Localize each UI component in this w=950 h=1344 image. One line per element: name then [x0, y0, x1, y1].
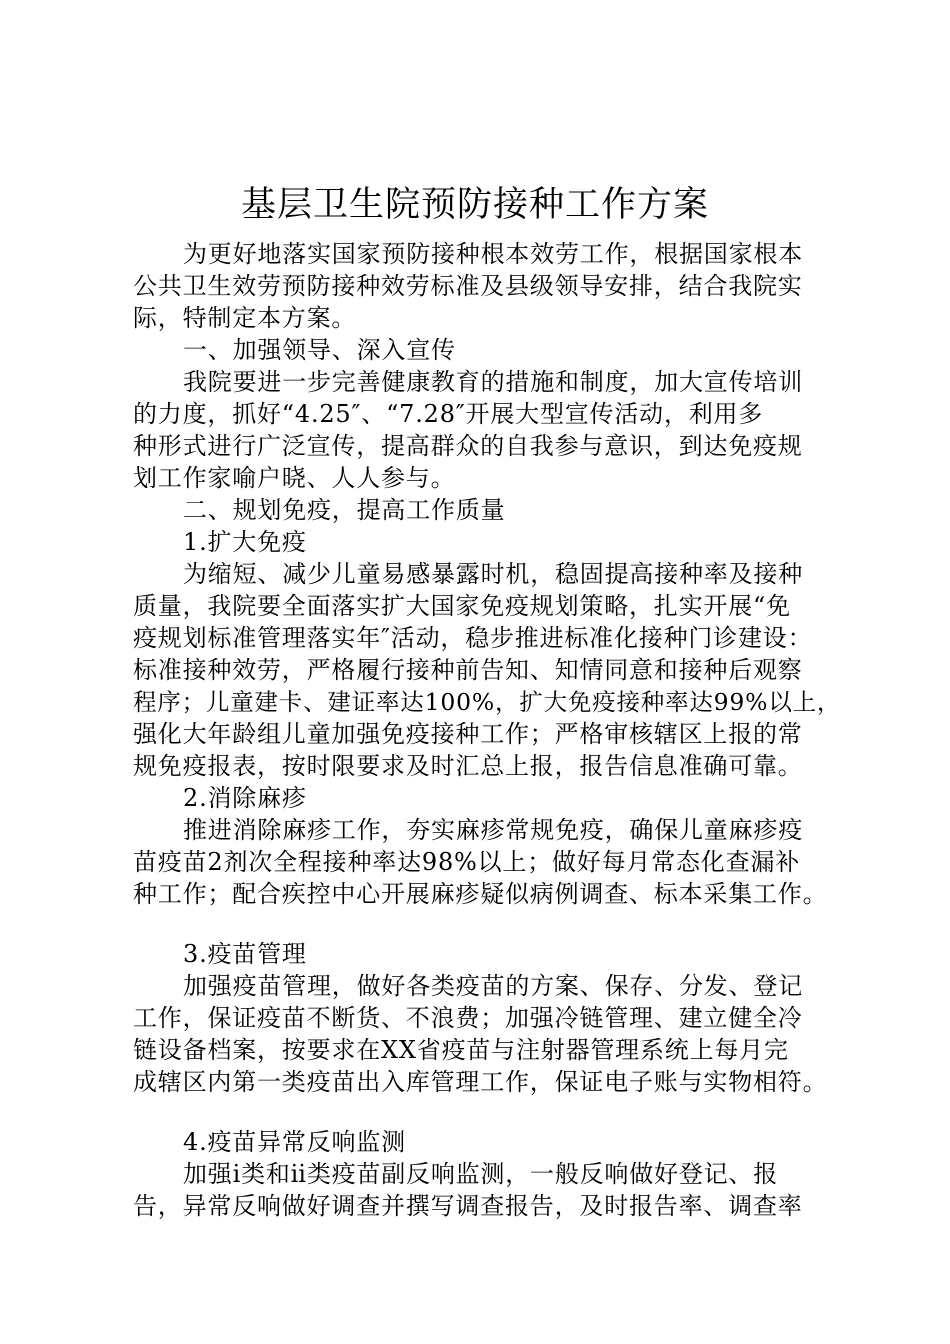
section-1-line-1: 我院要进一步完善健康教育的措施和制度，加大宣传培训 [183, 368, 803, 396]
subsection-1-line-2: 质量，我院要全面落实扩大国家免疫规划策略，扎实开展“免 [133, 592, 791, 620]
intro-line-2: 公共卫生效劳预防接种效劳标准及县级领导安排，结合我院实 [133, 272, 803, 300]
subsection-1-line-5: 程序；儿童建卡、建证率达100%，扩大免疫接种率达99%以上， [133, 688, 842, 716]
subsection-2-line-1: 推进消除麻疹工作，夯实麻疹常规免疫，确保儿童麻疹疫 [183, 816, 803, 844]
intro-line-1: 为更好地落实国家预防接种根本效劳工作，根据国家根本 [183, 240, 803, 268]
subsection-1-line-6: 强化大年龄组儿童加强免疫接种工作；严格审核辖区上报的常 [133, 720, 803, 748]
subsection-3-line-2: 工作，保证疫苗不断货、不浪费；加强冷链管理、建立健全冷 [133, 1004, 803, 1032]
subsection-1-line-1: 为缩短、减少儿童易感暴露时机，稳固提高接种率及接种 [183, 560, 803, 588]
section-heading-2: 二、规划免疫，提高工作质量 [183, 496, 506, 524]
subsection-1-line-4: 标准接种效劳，严格履行接种前告知、知情同意和接种后观察 [133, 656, 803, 684]
subsection-2-line-2: 苗疫苗2剂次全程接种率达98%以上；做好每月常态化查漏补 [133, 848, 801, 876]
subsection-1-line-3: 疫规划标准管理落实年″活动，稳步推进标准化接种门诊建设： [133, 624, 813, 652]
subsection-3-line-1: 加强疫苗管理，做好各类疫苗的方案、保存、分发、登记 [183, 972, 803, 1000]
subsection-heading-4: 4.疫苗异常反响监测 [183, 1128, 406, 1156]
section-1-line-3: 种形式进行广泛宣传，提高群众的自我参与意识，到达免疫规 [133, 432, 803, 460]
subsection-heading-3: 3.疫苗管理 [183, 940, 307, 968]
subsection-heading-2: 2.消除麻疹 [183, 784, 307, 812]
section-1-line-4: 划工作家喻户晓、人人参与。 [133, 464, 456, 492]
subsection-4-line-1: 加强ⅰ类和ⅱ类疫苗副反响监测，一般反响做好登记、报 [183, 1160, 779, 1188]
document-title: 基层卫生院预防接种工作方案 [240, 185, 709, 225]
subsection-1-line-7: 规免疫报表，按时限要求及时汇总上报，报告信息准确可靠。 [133, 752, 803, 780]
section-heading-1: 一、加强领导、深入宣传 [183, 336, 456, 364]
subsection-2-line-3: 种工作；配合疾控中心开展麻疹疑似病例调查、标本采集工作。 [133, 880, 828, 908]
subsection-3-line-3: 链设备档案，按要求在XX省疫苗与注射器管理系统上每月完 [133, 1036, 789, 1064]
intro-line-3: 际，特制定本方案。 [133, 304, 357, 332]
subsection-4-line-2: 告，异常反响做好调查并撰写调查报告，及时报告率、调查率 [133, 1192, 803, 1220]
section-1-line-2: 的力度，抓好“4.25″、“7.28″开展大型宣传活动，利用多 [133, 400, 764, 428]
subsection-heading-1: 1.扩大免疫 [183, 528, 307, 556]
subsection-3-line-4: 成辖区内第一类疫苗出入库管理工作，保证电子账与实物相符。 [133, 1068, 828, 1096]
